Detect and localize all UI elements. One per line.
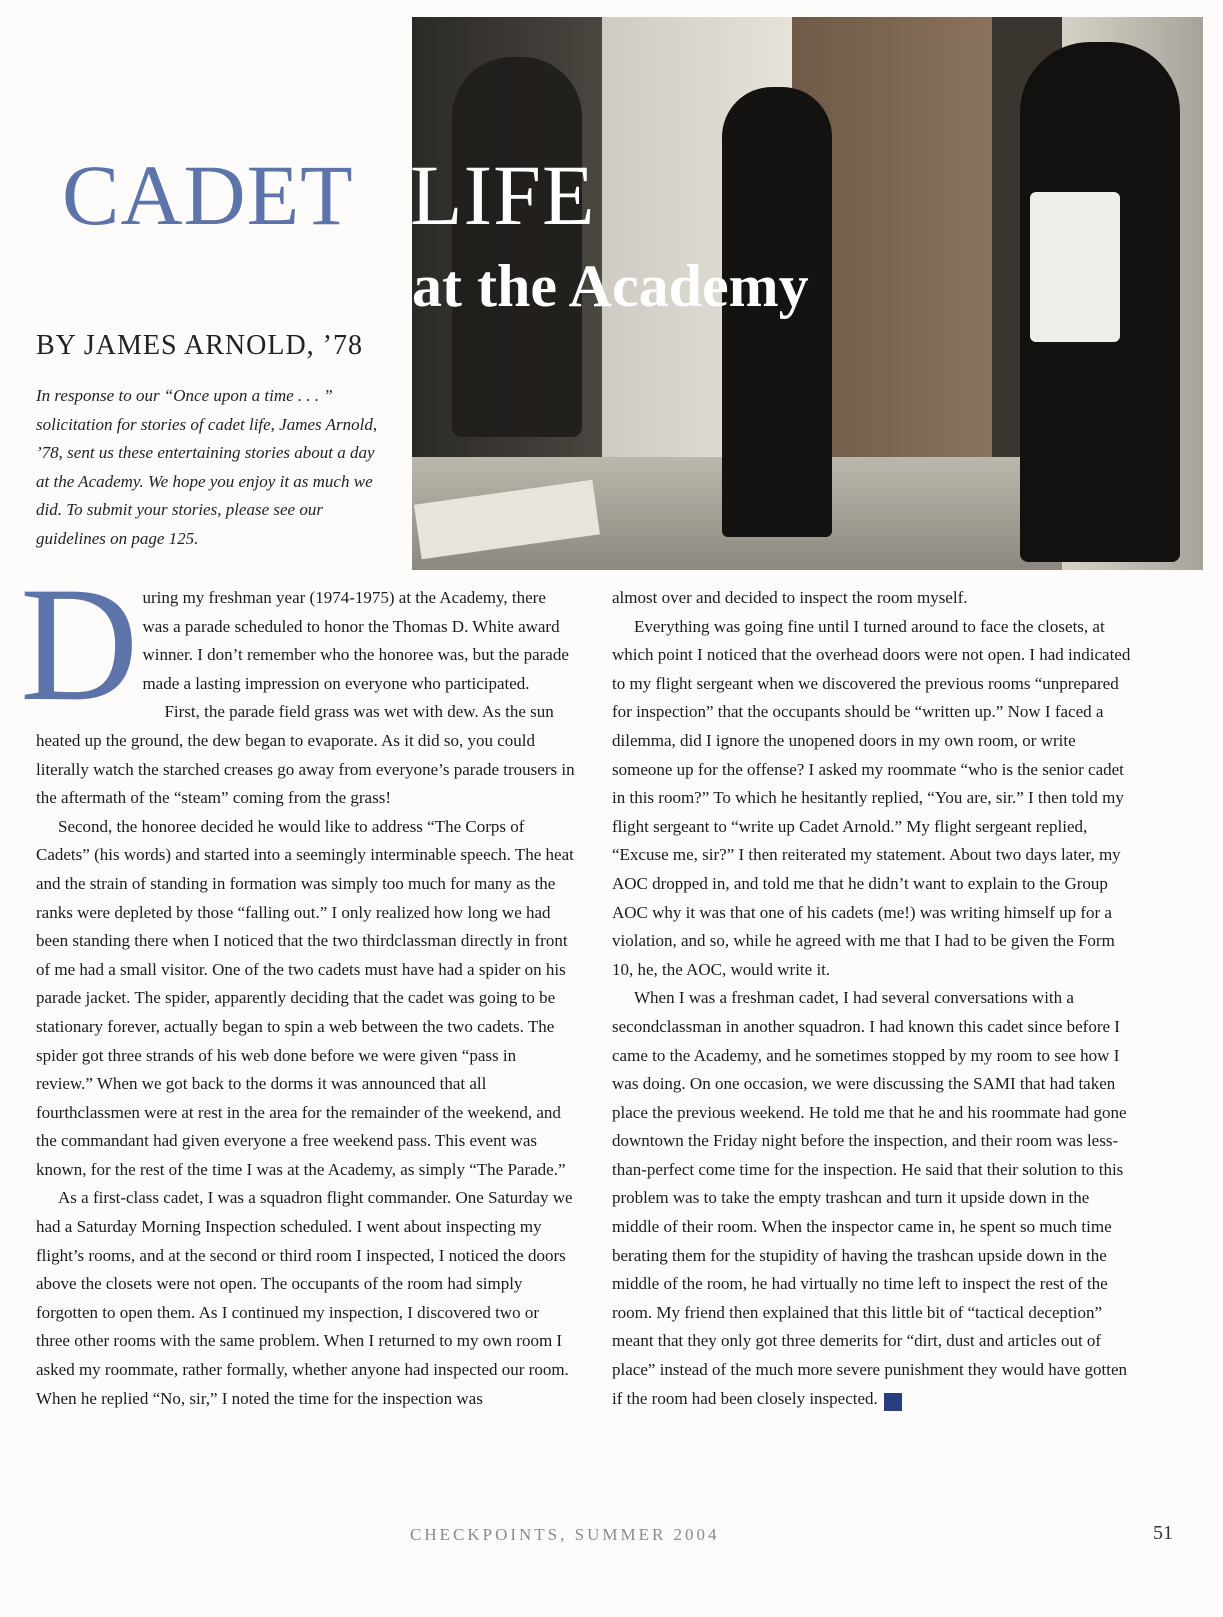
article-column-right bbox=[612, 584, 1132, 1413]
title-cadet: CADET bbox=[62, 147, 354, 243]
title-subtitle: at the Academy bbox=[412, 253, 809, 319]
drop-cap: D bbox=[20, 554, 139, 735]
intro-text: In response to our “Once upon a time . . . ” solicitation for stories of cadet life, James Arnold, ’78, sent us these entertaining stories about a day at the Academy. We hope you enjoy it as much we did. To submit your stories, please see our guidelines on page 125. bbox=[36, 386, 378, 548]
paragraph: As a first-class cadet, I was a squadron flight commander. One Saturday we had a Saturday Morning Inspection scheduled. I went about inspecting my flight’s rooms, and at the second or third room I inspected, I noticed the doors above the closets were not open. The occupants of the room had simply forgotten to open them. As I continued my inspection, I discovered two or three other rooms with the same problem. When I returned to my own room I asked my roommate, rather formally, whether anyone had inspected our room. When he replied “No, sir,” I noted the time for the inspection was bbox=[36, 1188, 573, 1408]
photo-towel bbox=[1030, 192, 1120, 342]
article-column-left bbox=[20, 554, 576, 1413]
title-life: LIFE bbox=[410, 147, 596, 243]
footer-publication: CHECKPOINTS, SUMMER 2004 bbox=[410, 1525, 720, 1544]
paragraph: Second, the honoree decided he would like to address “The Corps of Cadets” (his words) and started into a seemingly interminable speech. The heat and the strain of standing in formation was simply too much for many as the ranks were depleted by those “falling out.” I only realized how long we had been standing there when I noticed that the two thirdclassman directly in front of me had a small visitor. One of the two cadets must have had a spider on his parade jacket. The spider, apparently deciding that the cadet was going to be stationary forever, actually began to spin a web between the two cadets. The spider got three strands of his web done before we were given “pass in review.” When we got back to the dorms it was announced that all fourthclassmen were at rest in the area for the remainder of the weekend, and the commandant had given everyone a free weekend pass. This event was known, for the rest of the time I was at the Academy, as simply “The Parade.” bbox=[36, 816, 574, 1179]
byline: BY JAMES ARNOLD, ’78 bbox=[36, 330, 363, 361]
end-mark-icon: ✓ bbox=[884, 1393, 902, 1411]
paragraph bbox=[612, 984, 1132, 1413]
paragraph: Everything was going fine until I turned around to face the closets, at which point I noticed that the overhead doors were not open. I had indicated to my flight sergeant when we discovered the previous rooms “unprepared for inspection” that the occupants should be “written up.” Now I faced a dilemma, did I ignore the unopened doors in my own room, or write someone up for the offense? I asked my roommate “who is the senior cadet in this room?” To which he hesitantly replied, “You are, sir.” I then told my flight sergeant to “write up Cadet Arnold.” My flight sergeant replied, “Excuse me, sir?” I then reiterated my statement. About two days later, my AOC dropped in, and told me that he didn’t want to explain to the Group AOC why it was that one of his cadets (me!) was writing himself up for a violation, and so, while he agreed with me that I had to be given the Form 10, he, the AOC, would write it. bbox=[612, 616, 1131, 979]
photo-hanging-coat bbox=[452, 57, 582, 437]
paragraph: almost over and decided to inspect the room myself. bbox=[612, 588, 968, 607]
page-number: 51 bbox=[1153, 1522, 1173, 1544]
paragraph bbox=[20, 554, 576, 735]
paragraph-text: When I was a freshman cadet, I had several conversations with a secondclassman in another squadron. I had known this cadet since before I came to the Academy, and he sometimes stopped by my room to see how I was doing. On one occasion, we were discussing the SAMI that had taken place the previous weekend. He told me that he and his roommate had gone downtown the Friday night before the inspection, and their room was less-than-perfect come time for the inspection. He said that their solution to this problem was to take the empty trashcan and turn it upside down in the middle of their room. When the inspector came in, he spent so much time berating them for the stupidity of having the trashcan upside down in the middle of the room, he had virtually no time left to inspect the rest of the room. My friend then explained that this little bit of “tactical deception” meant that they only got three demerits for “dirt, dust and articles out of place” instead of the much more severe punishment they would have gotten if the room had been closely inspected. bbox=[612, 988, 1128, 1408]
paragraph-text: uring my freshman year (1974-1975) at the Academy, there was a parade scheduled to honor the Thomas D. White award winner. I don’t remember who the honoree was, but the parade made a lasting impression on everyone who participated. bbox=[142, 588, 569, 693]
paragraph: First, the parade field grass was wet with dew. As the sun heated up the ground, the dew began to evaporate. As it did so, you could literally watch the starched creases go away from everyone’s parade trousers in the aftermath of the “steam” coming from the grass! bbox=[36, 702, 575, 808]
